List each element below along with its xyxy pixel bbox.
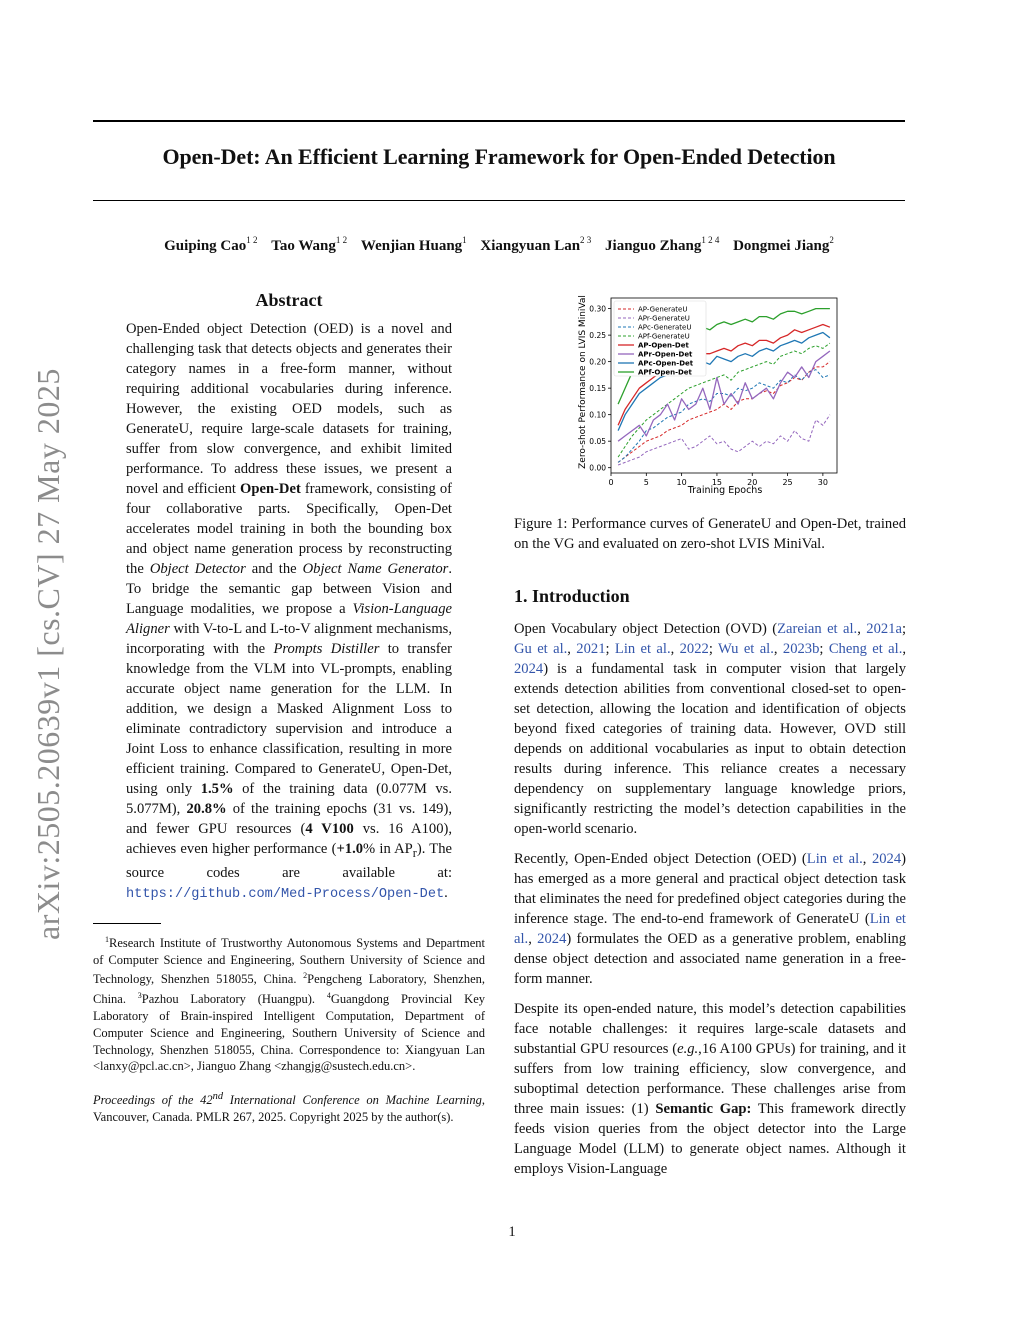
footnote-rule [93,923,161,924]
y-tick-label: 0.15 [589,384,606,394]
x-tick-label: 5 [643,478,649,487]
y-tick-label: 0.10 [589,410,606,420]
citation-link[interactable]: 2021a [866,621,902,637]
citation-link[interactable]: 2023b [782,641,820,657]
x-tick-label: 30 [817,478,828,487]
author: Guiping Cao$^{1 2}$ [164,235,258,254]
x-axis-label: Training Epochs [687,485,763,496]
citation-link[interactable]: 2024 [871,851,902,867]
title-rule-bottom [93,200,905,201]
x-tick-label: 0 [608,478,614,487]
citation-link[interactable]: Gu et al. [514,641,568,657]
citation-link[interactable]: 2022 [679,641,709,657]
legend-entry: APf-Open-Det [638,368,692,377]
left-column [93,290,485,1126]
citation-link[interactable]: Zareian et al. [777,621,858,637]
section-heading-introduction: 1. Introduction [514,586,630,606]
series-line-apc-generateu [618,370,830,463]
abstract-heading: Abstract [255,290,323,310]
y-tick-label: 0.25 [589,331,606,341]
figure-caption: Figure 1: Performance curves of GenerateU and Open-Det, trained on the VG and evaluated on zero-shot LVIS MiniVal. [514,516,906,552]
performance-chart [514,290,906,500]
x-tick-label: 10 [676,478,687,487]
affiliation-mark: 1 2 [246,235,258,245]
citation-link[interactable]: Wu et al. [717,641,774,657]
legend-entry: APr-Open-Det [638,350,693,359]
author-list [93,236,905,255]
citation-link[interactable]: Lin et al. [614,641,671,657]
series-line-apr-generateu [618,415,830,465]
citation-link[interactable]: 2024 [537,931,567,947]
intro-paragraph: Open Vocabulary object Detection (OVD) (Zareian et al., 2021a; Gu et al., 2021; Lin et al., 2022; Wu et al., 2023b; Cheng et al., 2024) is a fundamental task in computer vision that largely extends detection abilities from conventional closed-set to open-set detection, allowing the location and identification of objects beyond fixed categories of training data. However, OVD still depends on additional vocabularies as input to obtain detection results during inference. This reliance creates a necessary dependency on supplementary language knowledge priors, significantly restricting the model’s detection capabilities in the open-world scenario. [514,621,907,837]
legend-entry: APc-Open-Det [638,359,694,368]
affiliation-mark: 1 [462,235,467,245]
citation-link[interactable]: Lin et al. [806,851,863,867]
arxiv-side-label: arXiv:2505.20639v1 [cs.CV] 27 May 2025 [30,368,66,940]
affiliation-mark: 1 2 4 [701,235,720,245]
title-rule-top [93,120,905,122]
x-tick-label: 15 [711,478,723,487]
y-tick-label: 0.00 [589,463,606,473]
legend-entry: APf-GenerateU [638,332,690,341]
author: Xiangyuan Lan$^{2 3}$ [480,235,592,254]
legend-entry: AP-Open-Det [638,341,689,350]
affiliation-footnote: $^1$Research Institute of Trustworthy Autonomous Systems and Department of Computer Science and Engineering, Southern University of Science and Technology, Shenzhen 518055, China. $^2$Pengcheng Laboratory, Shenzhen, China. $^3$Pazhou Laboratory (Huangpu). $^4$Guangdong Provincial Key Laboratory of Brain-inspired Intelligent Computation, Department of Computer Science and Engineering, Southern University of Science and Technology, Shenzhen 518055, China. Correspondence to: Xiangyuan Lan <lanxy@pcl.ac.cn>, Jianguo Zhang <zhangjg@sustech.edu.cn>. [93,934,485,1074]
affiliation-mark: 2 3 [580,235,592,245]
legend-entry: AP-GenerateU [638,305,688,314]
citation-link[interactable]: Cheng et al. [828,641,903,657]
y-tick-label: 0.30 [589,304,606,314]
source-code-link[interactable]: https://github.com/Med-Process/Open-Det [126,886,445,902]
x-tick-label: 25 [782,478,793,487]
citation-link[interactable]: 2024 [514,661,544,677]
series-line-ap-generateu [618,359,830,463]
proceedings-note: Proceedings of the 42nd International Conference on Machine Learning, Vancouver, Canada. PMLR 267, 2025. Copyright 2025 by the author(s). [93,1091,485,1124]
affiliation-mark: 1 2 [335,235,348,245]
right-column [514,290,906,1189]
author: Tao Wang$^{1 2}$ [271,235,348,254]
y-tick-label: 0.05 [589,437,606,447]
intro-paragraph: Despite its open-ended nature, this model’s detection capabilities face notable challenges: it requires large-scale datasets and substantial GPU resources (e.g.,16 A100 GPUs) for training, and it suffers from low training efficiency, slow convergence, and suboptimal detection performance. These challenges arise from three main issues: (1) Semantic Gap: This framework directly feeds vision queries from the object detector into the Large Language Model (LLM) to generate object names. Although it employs Vision-Language [514,1001,907,1177]
citation-link[interactable]: Lin et al. [514,911,906,947]
page-number: 1 [508,1224,516,1240]
paper-title: Open-Det: An Efficient Learning Framework for Open-Ended Detection [162,144,836,169]
affiliation-mark: 2 [829,235,834,245]
author: Wenjian Huang$^1$ [360,235,467,254]
legend-entry: APc-GenerateU [638,323,692,332]
legend-entry: APr-GenerateU [638,314,690,323]
author: Jianguo Zhang$^{1 2 4}$ [605,235,720,254]
intro-paragraph: Recently, Open-Ended object Detection (OED) (Lin et al., 2024) has emerged as a more general and practical object detection task that eliminates the need for predefined object categories during the inference stage. The end-to-end framework of GenerateU (Lin et al., 2024) formulates the OED as a generative problem, enabling dense object detection and associated name generation in a free-form manner. [514,851,907,987]
x-tick-label: 20 [747,478,758,487]
figure-1 [514,290,906,500]
citation-link[interactable]: 2021 [576,641,606,657]
author: Dongmei Jiang$^2$ [733,235,834,254]
y-tick-label: 0.20 [589,357,606,367]
y-axis-label: Zero-shot Performance on LVIS MiniVal [578,295,588,469]
abstract-text: Open-Ended object Detection (OED) is a novel and challenging task that detects objects and generates their category names in a free-form manner, without requiring additional vocabularies during inference. However, the existing OED models, such as GenerateU, require large-scale datasets for training, suffer from slow convergence, and exhibit limited performance. To address these issues, we present a novel and efficient Open-Det framework, consisting of four collaborative parts. Specifically, Open-Det accelerates model training in both the bounding box and object name generation process by reconstructing the Object Detector and the Object Name Generator. To bridge the semantic gap between Vision and Language modalities, we propose a Vision-Language Aligner with V-to-L and L-to-V alignment mechanisms, incorporating with the Prompts Distiller to transfer knowledge from the VLM into VL-prompts, enabling accurate object name generation for the LLM. In addition, we design a Masked Alignment Loss to eliminate contradictory supervision and introduce a Joint Loss to enhance classification, resulting in more efficient training. Compared to GenerateU, Open-Det, using only 1.5% of the training data (0.077M vs. 5.077M), 20.8% of the training epochs (31 vs. 149), and fewer GPU resources (4 V100 vs. 16 A100), achieves even higher performance (+1.0% in $AP_r$). The source codes are available at: https://github.com/Med-Process/Open-Det. [126,321,452,902]
